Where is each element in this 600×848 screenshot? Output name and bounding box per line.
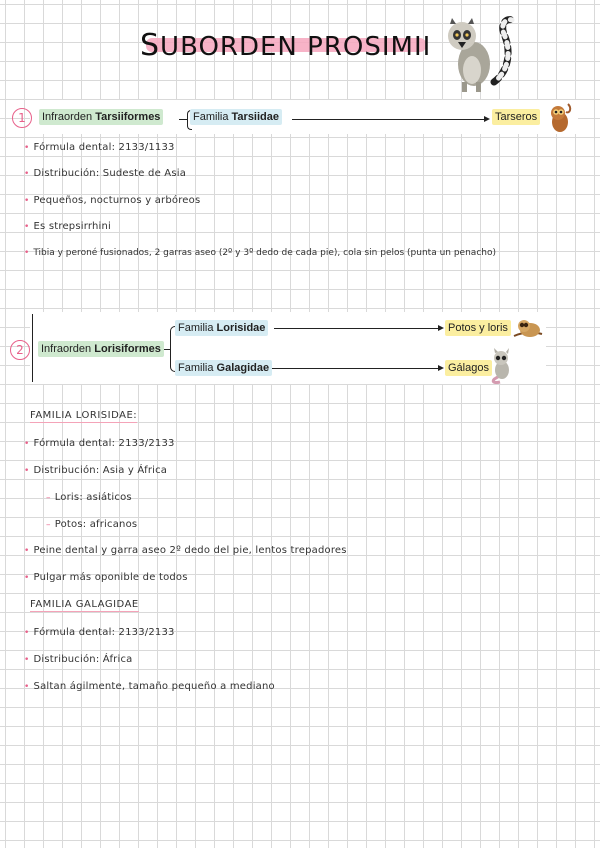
result-galagos: Gálagos [445, 360, 492, 376]
page-title [140, 20, 440, 66]
arrow-head [484, 116, 490, 122]
arrow-line-galagidae [272, 368, 438, 369]
section-2-number: 2 [10, 340, 30, 360]
arrow-line [292, 119, 484, 120]
ring-tailed-lemur-icon [436, 12, 522, 94]
lorisidae-subitem-2: – Potos: africanos [46, 519, 138, 530]
tarsier-icon [548, 100, 574, 134]
lorisidae-heading: FAMILIA LORISIDAE: [30, 410, 138, 421]
infraorden-tarsiiformes: Infraorden Tarsiiformes [39, 109, 163, 125]
galago-icon [486, 346, 516, 384]
title-initial: S [140, 28, 161, 63]
note-1-2: • Distribución: Sudeste de Asia [24, 168, 187, 179]
galagidae-heading: FAMILIA GALAGIDAE [30, 599, 139, 610]
section-2-left-line [32, 314, 33, 382]
result-tarseros: Tarseros [492, 109, 540, 125]
lorisidae-subitem-1: – Loris: asiáticos [46, 492, 132, 503]
galagidae-item-1: • Fórmula dental: 2133/2133 [24, 627, 175, 638]
lorisidae-item-4: • Pulgar más oponible de todos [24, 572, 188, 583]
loris-icon [512, 316, 544, 342]
arrow-line-lorisidae [274, 328, 438, 329]
familia-galagidae: Familia Galagidae [175, 360, 272, 376]
arrow-head-galagidae [438, 365, 444, 371]
connector-line [179, 119, 187, 120]
galagidae-item-3: • Saltan ágilmente, tamaño pequeño a mediano [24, 681, 275, 692]
lorisidae-item-2: • Distribución: Asia y África [24, 465, 168, 476]
familia-tarsiidae: Familia Tarsiidae [190, 109, 282, 125]
lorisidae-item-1: • Fórmula dental: 2133/2133 [24, 438, 175, 449]
lorisidae-item-3: • Peine dental y garra aseo 2º dedo del pie, lentos trepadores [24, 545, 347, 556]
note-1-4: • Es strepsirrhini [24, 221, 112, 232]
arrow-head-lorisidae [438, 325, 444, 331]
galagidae-item-2: • Distribución: África [24, 654, 133, 665]
section-1-number: 1 [12, 108, 32, 128]
note-1-3: • Pequeños, nocturnos y arbóreos [24, 195, 201, 206]
familia-lorisidae: Familia Lorisidae [175, 320, 268, 336]
result-potos-loris: Potos y loris [445, 320, 511, 336]
note-1-5: • Tibia y peroné fusionados, 2 garras aseo (2º y 3º dedo de cada pie), cola sin pelos (punta un penacho) [24, 248, 496, 258]
infraorden-lorisiformes: Infraorden Lorisiformes [38, 341, 164, 357]
title-text: UBORDEN PROSIMII [160, 32, 432, 62]
note-1-1: • Fórmula dental: 2133/1133 [24, 142, 175, 153]
